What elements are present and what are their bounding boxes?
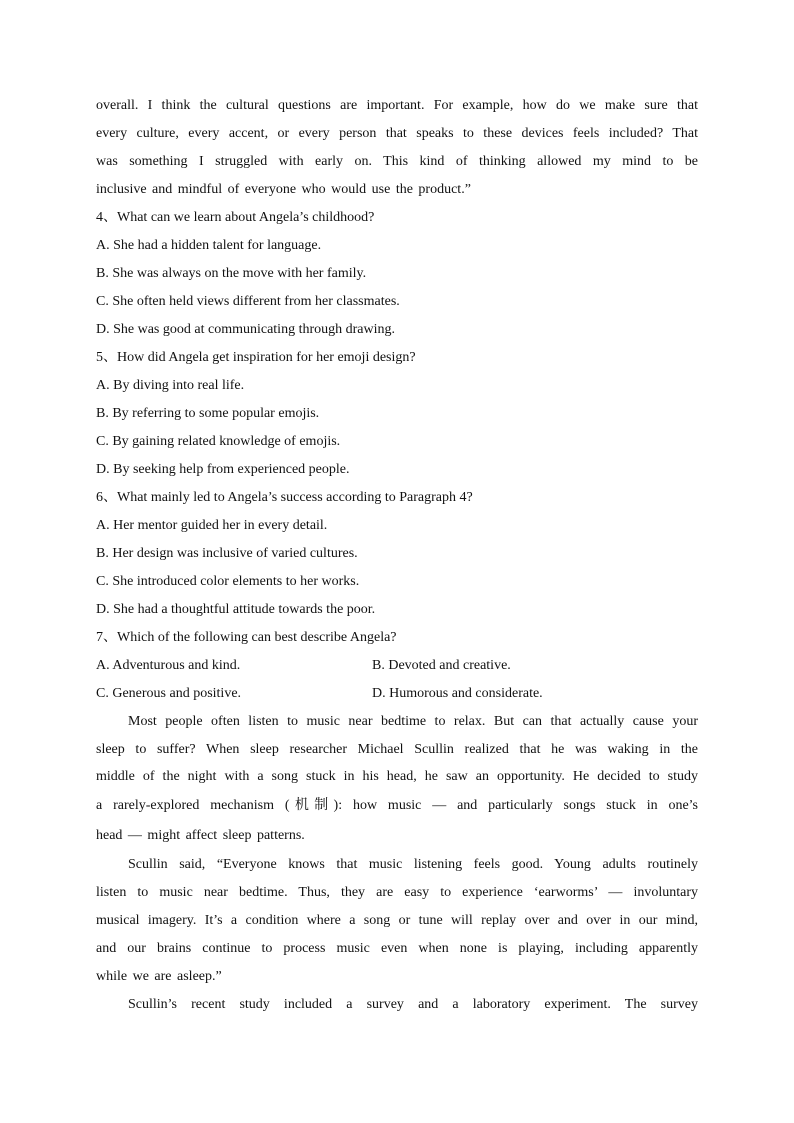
option-b: B. Her design was inclusive of varied cultures. [96, 545, 358, 561]
text-line: a rarely-explored mechanism (机制): how music — and particularly songs stuck in one’s [96, 798, 698, 814]
option-b: B. By referring to some popular emojis. [96, 405, 320, 421]
text-line: middle of the night with a song stuck in his head, he saw an opportunity. He decided to study [96, 769, 698, 785]
text-line: was something I struggled with early on. This kind of thinking allowed my mind to be [96, 153, 698, 169]
question-stem: 7、Which of the following can best describe Angela? [96, 629, 397, 645]
text-line: Scullin’s recent study included a survey and a laboratory experiment. The survey [128, 996, 698, 1012]
option-a: A. Adventurous and kind. [96, 657, 241, 673]
option-c: C. By gaining related knowledge of emojis. [96, 433, 341, 449]
question-stem: 6、What mainly led to Angela’s success according to Paragraph 4? [96, 489, 473, 505]
option-a: A. By diving into real life. [96, 377, 245, 393]
question-stem: 5、How did Angela get inspiration for her emoji design? [96, 349, 416, 365]
option-c: C. She often held views different from her classmates. [96, 293, 400, 309]
option-d: D. She was good at communicating through drawing. [96, 321, 396, 337]
passage-tail-paragraph [96, 92, 698, 204]
option-c: C. She introduced color elements to her works. [96, 573, 360, 589]
text-line: while we are asleep.” [96, 968, 222, 984]
text-line: musical imagery. It’s a condition where a song or tune will replay over and over in our mind, [96, 913, 698, 929]
option-d: D. She had a thoughtful attitude towards the poor. [96, 601, 376, 617]
options-row [96, 652, 698, 680]
text-line: inclusive and mindful of everyone who would use the product.” [96, 181, 471, 197]
text-line: sleep to suffer? When sleep researcher Michael Scullin realized that he was waking in the [96, 741, 698, 757]
text-line: Most people often listen to music near bedtime to relax. But can that actually cause your [128, 713, 698, 729]
document-page [96, 92, 698, 1019]
question-6 [96, 484, 698, 624]
question-stem: 4、What can we learn about Angela’s childhood? [96, 209, 375, 225]
text-line: overall. I think the cultural questions are important. For example, how do we make sure that [96, 98, 698, 113]
option-a: A. Her mentor guided her in every detail. [96, 517, 328, 533]
option-c: C. Generous and positive. [96, 685, 242, 701]
option-b: B. Devoted and creative. [372, 657, 511, 673]
option-a: A. She had a hidden talent for language. [96, 237, 322, 253]
text-line: Scullin said, “Everyone knows that music listening feels good. Young adults routinely [128, 857, 698, 873]
options-row [96, 680, 698, 708]
question-4 [96, 204, 698, 344]
passage2-paragraph-3 [96, 991, 698, 1019]
option-d: D. By seeking help from experienced people. [96, 461, 350, 477]
option-b: B. She was always on the move with her family. [96, 265, 367, 281]
text-line: every culture, every accent, or every person that speaks to these devices feels included? That [96, 125, 698, 141]
text-line: listen to music near bedtime. Thus, they are easy to experience ‘earworms’ — involuntary [96, 885, 698, 901]
text-line: and our brains continue to process music even when none is playing, including apparently [96, 941, 698, 957]
passage2-paragraph-1 [96, 708, 698, 852]
question-7 [96, 624, 698, 708]
option-d: D. Humorous and considerate. [372, 685, 543, 701]
passage2-paragraph-2 [96, 851, 698, 991]
question-5 [96, 344, 698, 484]
text-line: head — might affect sleep patterns. [96, 828, 305, 844]
